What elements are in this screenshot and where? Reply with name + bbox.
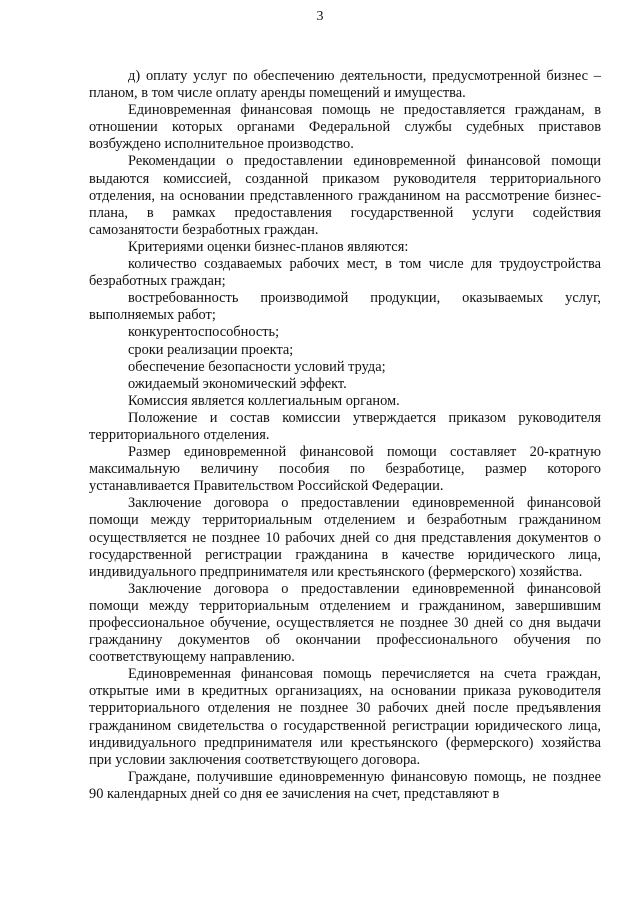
paragraph: Критериями оценки бизнес-планов являются: — [128, 238, 409, 255]
paragraph: конкурентоспособность; — [128, 324, 280, 341]
paragraph: Граждане, получившие единовременную финансовую помощь, не позднее 90 календарных дней со дня ее зачисления на счет, представляют в — [89, 768, 601, 802]
document-body — [89, 68, 601, 803]
paragraph: Рекомендации о предоставлении единовременной финансовой помощи выдаются комиссией, созданной приказом руководителя территориального отделения, на основании представленного гражданином на рассмотрение бизнес-плана, в рамках предоставления государственной услуги содействия самозанятости безработных граждан. — [89, 153, 601, 238]
paragraph: Заключение договора о предоставлении единовременной финансовой помощи между территориальным отделением и гражданином, завершившим профессиональное обучение, осуществляется не позднее 30 дней со дня выдачи гражданину документов об окончании профессионального обучения по соответствующему направлению. — [89, 580, 601, 666]
paragraph: количество создаваемых рабочих мест, в том числе для трудоустройства безработных граждан; — [89, 256, 601, 290]
paragraph: Положение и состав комиссии утверждается приказом руководителя территориального отделения. — [89, 409, 601, 443]
paragraph: Комиссия является коллегиальным органом. — [128, 392, 400, 409]
paragraph: Единовременная финансовая помощь не предоставляется гражданам, в отношении которых органами Федеральной службы судебных приставов возбуждено исполнительное производство. — [89, 102, 601, 153]
paragraph: д) оплату услуг по обеспечению деятельности, предусмотренной бизнес – планом, в том числе оплату аренды помещений и имущества. — [89, 68, 601, 102]
paragraph: Единовременная финансовая помощь перечисляется на счета граждан, открытые ими в кредитных организациях, на основании приказа руководителя территориального отделения не позднее 30 рабочих дней после предъявления гражданином свидетельства о государственной регистрации юридического лица, индивидуального предпринимателя или крестьянского (фермерского) хозяйства при условии заключения соответствующего договора. — [89, 666, 601, 768]
paragraph: сроки реализации проекта; — [128, 341, 294, 358]
page-number: 3 — [316, 9, 324, 24]
paragraph: востребованность производимой продукции, оказываемых услуг, выполняемых работ; — [89, 290, 601, 324]
paragraph: ожидаемый экономический эффект. — [128, 375, 347, 392]
paragraph: обеспечение безопасности условий труда; — [128, 358, 386, 375]
paragraph: Заключение договора о предоставлении единовременной финансовой помощи между территориальным отделением и безработным гражданином осуществляется не позднее 10 рабочих дней со дня представления документов о государственной регистрации гражданина в качестве юридического лица, индивидуального предпринимателя или крестьянского (фермерского) хозяйства. — [89, 495, 601, 580]
paragraph: Размер единовременной финансовой помощи составляет 20-кратную максимальную величину пособия по безработице, размер которого устанавливается Правительством Российской Федерации. — [89, 444, 601, 495]
